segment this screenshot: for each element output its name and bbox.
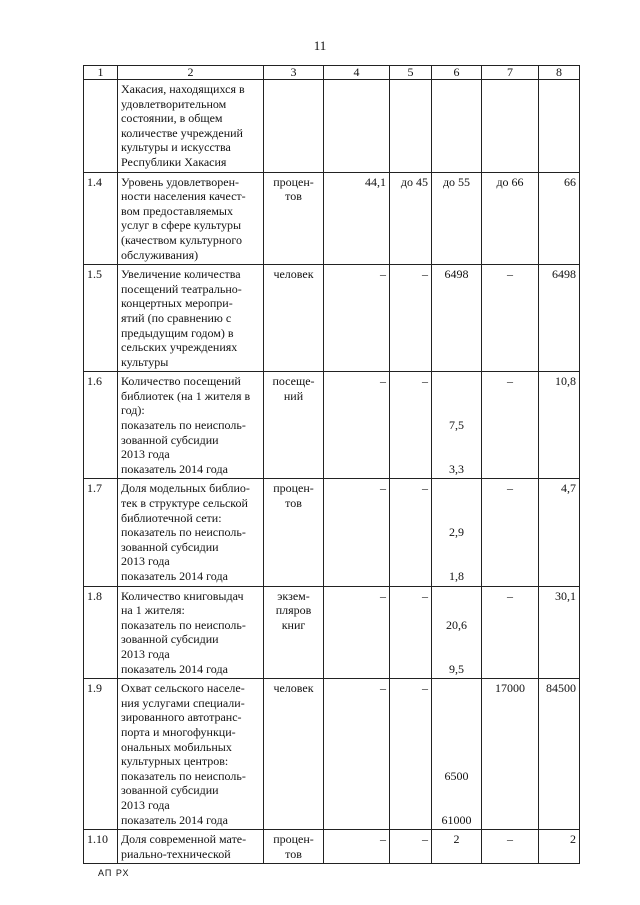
value-col8 <box>539 830 580 864</box>
value-col8-line: 6498 <box>552 267 576 282</box>
table-row <box>84 265 580 372</box>
value-col6-line <box>435 740 478 755</box>
value-col7-line: до 66 <box>496 174 524 189</box>
value-col5-line: – <box>422 267 428 282</box>
value-col6 <box>432 80 482 173</box>
row-number: 1.8 <box>84 586 118 679</box>
indicator-description-line: обслуживания) <box>121 247 199 262</box>
indicator-description <box>118 479 264 586</box>
value-col5 <box>390 479 432 586</box>
unit-cell <box>264 265 324 372</box>
value-col4 <box>324 586 390 679</box>
unit-cell <box>264 80 324 173</box>
value-col8-line: 10,8 <box>555 374 576 389</box>
indicator-description-line: Хакасия, находящихся в <box>121 82 245 96</box>
column-header: 3 <box>264 66 324 80</box>
value-col6 <box>432 679 482 830</box>
indicator-description-line: показатель 2014 года <box>121 569 228 583</box>
unit-cell-line: процен- <box>273 481 314 496</box>
value-col7 <box>482 586 539 679</box>
unit-cell-line: книг <box>281 617 306 632</box>
value-col4-line: – <box>380 681 386 696</box>
indicator-description-line: зованной субсидии <box>121 632 219 647</box>
value-col8 <box>539 586 580 679</box>
table-header-row <box>84 66 580 80</box>
value-col8 <box>539 80 580 173</box>
indicator-description <box>118 172 264 265</box>
indicator-description-line: год): <box>121 403 145 418</box>
indicator-description-line: 2013 года <box>121 646 170 661</box>
value-col6-line <box>435 725 478 740</box>
indicator-description <box>118 80 264 173</box>
unit-cell <box>264 679 324 830</box>
value-col4 <box>324 479 390 586</box>
indicator-description-line: зованной субсидии <box>121 539 219 554</box>
indicator-description-line: культурных центров: <box>121 754 229 769</box>
indicator-description-line: услуг в сфере культуры <box>121 218 242 233</box>
indicator-description-line: вом предоставляемых <box>121 203 233 218</box>
value-col8-line: 30,1 <box>555 588 576 603</box>
value-col5-line: – <box>422 681 428 696</box>
value-col8 <box>539 372 580 479</box>
value-col4-line: – <box>380 588 386 603</box>
indicators-table <box>83 65 580 864</box>
footer-mark: АП РХ <box>98 868 130 878</box>
value-col4 <box>324 830 390 864</box>
value-col7 <box>482 265 539 372</box>
indicator-description-line: 2013 года <box>121 797 170 812</box>
value-col7-line: – <box>507 481 513 496</box>
value-col4-line: – <box>380 267 386 282</box>
value-col5 <box>390 372 432 479</box>
unit-cell <box>264 372 324 479</box>
unit-cell-line: процен- <box>273 174 314 189</box>
unit-cell <box>264 172 324 265</box>
table-row <box>84 372 580 479</box>
indicator-description-line: культуры и искусства <box>121 140 231 155</box>
value-col6-line: до 55 <box>442 174 471 189</box>
value-col6-line: 1,8 <box>449 569 464 583</box>
value-col6-line <box>435 589 478 604</box>
column-header: 1 <box>84 66 118 80</box>
table-row <box>84 172 580 265</box>
indicator-description-line: ятий (по сравнению с <box>121 310 232 325</box>
value-col8 <box>539 172 580 265</box>
value-col6-line <box>435 403 478 418</box>
unit-cell-line: ний <box>283 388 304 403</box>
indicator-description-line: 2013 года <box>121 554 170 569</box>
value-col6-line <box>435 603 478 618</box>
column-header: 4 <box>324 66 390 80</box>
unit-cell-line: человек <box>273 681 314 696</box>
unit-cell-line: экзем- <box>277 588 310 603</box>
indicator-description-line: Охват сельского населе- <box>121 681 245 696</box>
value-col6-line: 6498 <box>444 267 469 282</box>
indicator-description-line: порта и многофункци- <box>121 724 236 739</box>
indicator-description-line: удовлетворительном <box>121 96 227 111</box>
value-col6-line <box>435 496 478 511</box>
value-col7-line: – <box>507 267 513 282</box>
indicator-description-line: Уровень удовлетворен- <box>121 174 240 189</box>
unit-cell-line: пляров <box>275 603 312 618</box>
value-col8-line: 2 <box>570 832 576 847</box>
value-col4 <box>324 679 390 830</box>
value-col6-line <box>435 632 478 647</box>
indicator-description-line: показатель по неисполь- <box>121 418 246 433</box>
value-col6-line <box>435 554 478 569</box>
row-number: 1.9 <box>84 679 118 830</box>
value-col6-line <box>435 389 478 404</box>
indicator-description-line: Доля современной мате- <box>121 832 247 847</box>
indicator-description-line: показатель 2014 года <box>121 812 228 827</box>
value-col6-line: 61000 <box>441 812 472 827</box>
value-col8 <box>539 479 580 586</box>
indicator-description-line: Республики Хакасия <box>121 154 227 169</box>
value-col6-line <box>435 540 478 555</box>
value-col5 <box>390 586 432 679</box>
value-col5 <box>390 80 432 173</box>
column-header: 7 <box>482 66 539 80</box>
indicator-description-line: показатель по неисполь- <box>121 768 246 783</box>
value-col7 <box>482 80 539 173</box>
unit-cell-line: тов <box>285 189 302 204</box>
value-col8 <box>539 679 580 830</box>
indicator-description <box>118 586 264 679</box>
value-col5 <box>390 679 432 830</box>
value-col4-line: – <box>380 832 386 847</box>
indicator-description-line: риально-технической <box>121 846 231 861</box>
indicator-description-line: зованной субсидии <box>121 783 219 798</box>
value-col4 <box>324 265 390 372</box>
indicator-description-line: показатель 2014 года <box>121 661 228 676</box>
row-number: 1.4 <box>84 172 118 265</box>
value-col6-line <box>435 798 478 813</box>
value-col5-line: – <box>422 374 428 389</box>
value-col7 <box>482 679 539 830</box>
value-col5-line: – <box>422 481 428 496</box>
value-col5-line: – <box>422 588 428 603</box>
indicator-description-line: библиотек (на 1 жителя в <box>121 388 251 403</box>
value-col4-line: – <box>380 481 386 496</box>
page-number: 11 <box>313 38 327 53</box>
indicator-description-line: показатель по неисполь- <box>121 617 246 632</box>
value-col7-line: 17000 <box>495 681 525 696</box>
value-col6 <box>432 172 482 265</box>
indicator-description <box>118 679 264 830</box>
value-col6-line <box>435 696 478 711</box>
indicator-description-line: библиотечной сети: <box>121 510 222 525</box>
indicator-description-line: зированного автотранс- <box>121 710 242 725</box>
value-col6 <box>432 586 482 679</box>
value-col7 <box>482 172 539 265</box>
table-row <box>84 479 580 586</box>
value-col5 <box>390 265 432 372</box>
value-col6 <box>432 372 482 479</box>
indicator-description-line: (качеством культурного <box>121 232 242 247</box>
value-col7-line: – <box>507 588 513 603</box>
value-col7 <box>482 372 539 479</box>
value-col6 <box>432 479 482 586</box>
value-col6-line <box>435 681 478 696</box>
value-col7 <box>482 830 539 864</box>
value-col8-line: 4,7 <box>561 481 576 496</box>
indicator-description-line: Количество книговыдач <box>121 588 244 603</box>
indicator-description-line: ональных мобильных <box>121 739 232 754</box>
value-col5 <box>390 172 432 265</box>
value-col5 <box>390 830 432 864</box>
indicator-description-line: тек в структуре сельской <box>121 496 248 511</box>
value-col6-line: 3,3 <box>449 461 464 476</box>
value-col6-line <box>435 710 478 725</box>
indicator-description-line: Увеличение количества <box>121 267 241 282</box>
value-col6-line <box>435 374 478 389</box>
row-number: 1.6 <box>84 372 118 479</box>
value-col6-line: 2,9 <box>449 525 464 540</box>
indicator-description-line: культуры <box>121 354 169 369</box>
indicator-description-line: ности населения качест- <box>121 189 246 204</box>
indicator-description-line: количестве учреждений <box>121 125 243 140</box>
table-row <box>84 80 580 173</box>
table-row <box>84 679 580 830</box>
value-col4-line: 44,1 <box>365 174 386 189</box>
indicator-description-line: состоянии, в общем <box>121 111 223 126</box>
unit-cell-line: тов <box>285 496 302 511</box>
value-col4-line: – <box>380 374 386 389</box>
unit-cell <box>264 830 324 864</box>
value-col4 <box>324 80 390 173</box>
value-col6-line <box>435 481 478 496</box>
value-col7-line: – <box>507 374 513 389</box>
indicator-description-line: на 1 жителя: <box>121 603 185 618</box>
indicator-description-line: сельских учреждениях <box>121 340 238 355</box>
value-col6-line: 2 <box>453 832 460 847</box>
value-col8-line: 66 <box>564 174 576 189</box>
indicator-description-line: зованной субсидии <box>121 432 219 447</box>
indicator-description-line: ния услугами специали- <box>121 695 245 710</box>
column-header: 8 <box>539 66 580 80</box>
table-row <box>84 586 580 679</box>
table-row <box>84 830 580 864</box>
value-col6-line: 9,5 <box>449 661 464 676</box>
value-col6-line <box>435 647 478 662</box>
indicator-description-line: Доля модельных библио- <box>121 481 250 496</box>
row-number: 1.10 <box>84 830 118 864</box>
row-number: 1.7 <box>84 479 118 586</box>
column-header: 6 <box>432 66 482 80</box>
value-col6-line: 20,6 <box>446 617 467 632</box>
unit-cell <box>264 479 324 586</box>
indicator-description <box>118 830 264 864</box>
value-col6 <box>432 830 482 864</box>
value-col6-line <box>435 754 478 769</box>
indicator-description-line: посещений театрально- <box>121 281 242 296</box>
value-col5-line: – <box>422 832 428 847</box>
indicator-description <box>118 265 264 372</box>
column-header: 5 <box>390 66 432 80</box>
unit-cell-line: посеще- <box>272 374 315 389</box>
value-col6-line <box>435 433 478 448</box>
unit-cell-line: человек <box>273 267 314 282</box>
unit-cell-line: процен- <box>273 832 314 847</box>
unit-cell <box>264 586 324 679</box>
indicator-description <box>118 372 264 479</box>
value-col6-line: 7,5 <box>449 418 464 433</box>
indicator-description-line: предыдущим годом) в <box>121 325 234 340</box>
value-col6-line <box>435 783 478 798</box>
value-col7-line: – <box>507 832 513 847</box>
indicator-description-line: показатель 2014 года <box>121 461 228 476</box>
indicator-description-line: концертных меропри- <box>121 296 233 311</box>
value-col4 <box>324 372 390 479</box>
value-col5-line: до 45 <box>400 174 428 189</box>
value-col6-line <box>435 511 478 526</box>
value-col8 <box>539 265 580 372</box>
indicator-description-line: 2013 года <box>121 447 170 462</box>
unit-cell-line: тов <box>285 846 302 861</box>
row-number: 1.5 <box>84 265 118 372</box>
value-col6 <box>432 265 482 372</box>
indicator-description-line: Количество посещений <box>121 374 241 389</box>
value-col6-line: 6500 <box>444 768 469 783</box>
value-col4 <box>324 172 390 265</box>
indicator-description-line: показатель по неисполь- <box>121 525 246 540</box>
value-col7 <box>482 479 539 586</box>
value-col6-line <box>435 447 478 462</box>
row-number <box>84 80 118 173</box>
column-header: 2 <box>118 66 264 80</box>
value-col8-line: 84500 <box>546 681 576 696</box>
